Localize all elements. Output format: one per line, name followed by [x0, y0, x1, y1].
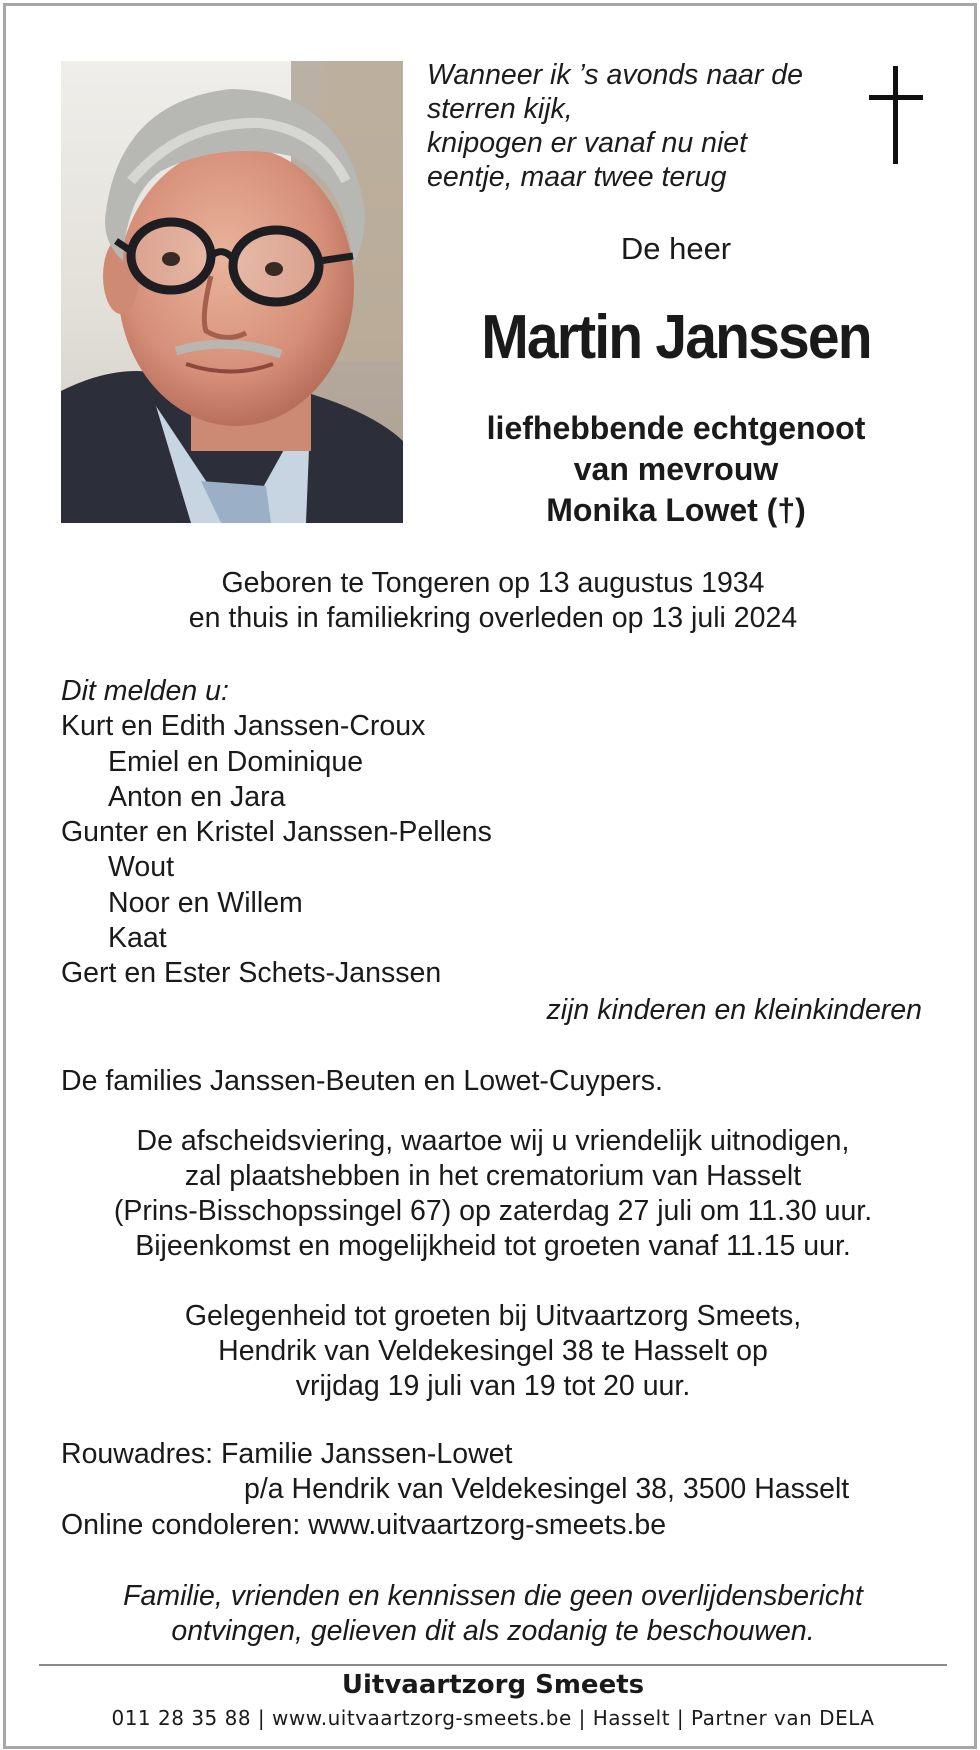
family-member: Wout [108, 851, 175, 884]
visitation-line: Hendrik van Veldekesingel 38 te Hasselt op [218, 1335, 768, 1367]
families-line [61, 1064, 941, 1099]
family-member: Anton en Jara [108, 780, 286, 813]
birth-line: Geboren te Tongeren op 13 augustus 1934 [221, 567, 765, 599]
poem-line: sterren kijk, [427, 93, 573, 125]
families-text: De families Janssen-Beuten en Lowet-Cuypers. [61, 1065, 663, 1097]
ceremony-line: zal plaatshebben in het crematorium van Hasselt [184, 1160, 802, 1192]
death-line: en thuis in familiekring overleden op 13 juli 2024 [188, 602, 798, 634]
visitation-line: Gelegenheid tot groeten bij Uitvaartzorg Smeets, [184, 1300, 802, 1332]
ceremony-line: Bijeenkomst en mogelijkheid tot groeten vanaf 11.15 uur. [135, 1230, 851, 1262]
family-member: Gunter en Kristel Janssen-Pellens [61, 816, 492, 849]
family-member: Kaat [108, 922, 167, 955]
online-condolence[interactable]: Online condoleren: www.uitvaartzorg-smeets.be [61, 1508, 667, 1541]
visitation-line: vrijdag 19 juli van 19 tot 20 uur. [295, 1370, 691, 1402]
poem-line: Wanneer ik ’s avonds naar de [427, 59, 804, 91]
birth-death-info [6, 566, 980, 636]
ceremony-info [6, 1124, 980, 1264]
ceremony-line: De afscheidsviering, waartoe wij u vriendelijk uitnodigen, [136, 1125, 850, 1157]
family-member: Noor en Willem [108, 886, 303, 919]
footer-divider [39, 1664, 947, 1666]
obituary-card [3, 3, 977, 1749]
spouse-line: Monika Lowet (†) [546, 492, 806, 528]
spouse-line: van mevrouw [573, 451, 779, 487]
poem-line: eentje, maar twee terug [427, 161, 727, 193]
visitation-info [6, 1299, 980, 1404]
family-member: Kurt en Edith Janssen-Croux [61, 710, 426, 743]
closing-note [6, 1579, 980, 1649]
funeral-company-contact: 011 28 35 88 | www.uitvaartzorg-smeets.be | Hasselt | Partner van DELA [111, 1706, 875, 1730]
poem-line: knipogen er vanaf nu niet [427, 127, 748, 159]
ceremony-line: (Prins-Bisschopssingel 67) op zaterdag 27 juli om 11.30 uur. [113, 1195, 873, 1227]
closing-line: ontvingen, gelieven dit als zodanig te beschouwen. [171, 1615, 815, 1647]
funeral-company-name: Uitvaartzorg Smeets [341, 1670, 645, 1700]
deceased-name: Martin Janssen [481, 303, 871, 372]
memorial-poem [427, 58, 847, 194]
portrait-photo [61, 61, 403, 523]
salutation: De heer [620, 231, 732, 266]
family-member: Gert en Ester Schets-Janssen [61, 957, 442, 990]
spouse-line: liefhebbende echtgenoot [486, 410, 866, 446]
spouse-info [426, 408, 926, 531]
rouwadres-address: p/a Hendrik van Veldekesingel 38, 3500 Hasselt [244, 1473, 850, 1506]
family-member: Emiel en Dominique [108, 745, 364, 778]
announce-intro: Dit melden u: [61, 675, 229, 707]
cross-icon [869, 66, 925, 166]
contact-info [61, 1437, 941, 1543]
closing-line: Familie, vrienden en kennissen die geen overlijdensbericht [123, 1580, 863, 1612]
family-caption: zijn kinderen en kleinkinderen [546, 994, 922, 1026]
family-list [61, 674, 941, 992]
rouwadres-line: Rouwadres: Familie Janssen-Lowet [61, 1438, 513, 1470]
